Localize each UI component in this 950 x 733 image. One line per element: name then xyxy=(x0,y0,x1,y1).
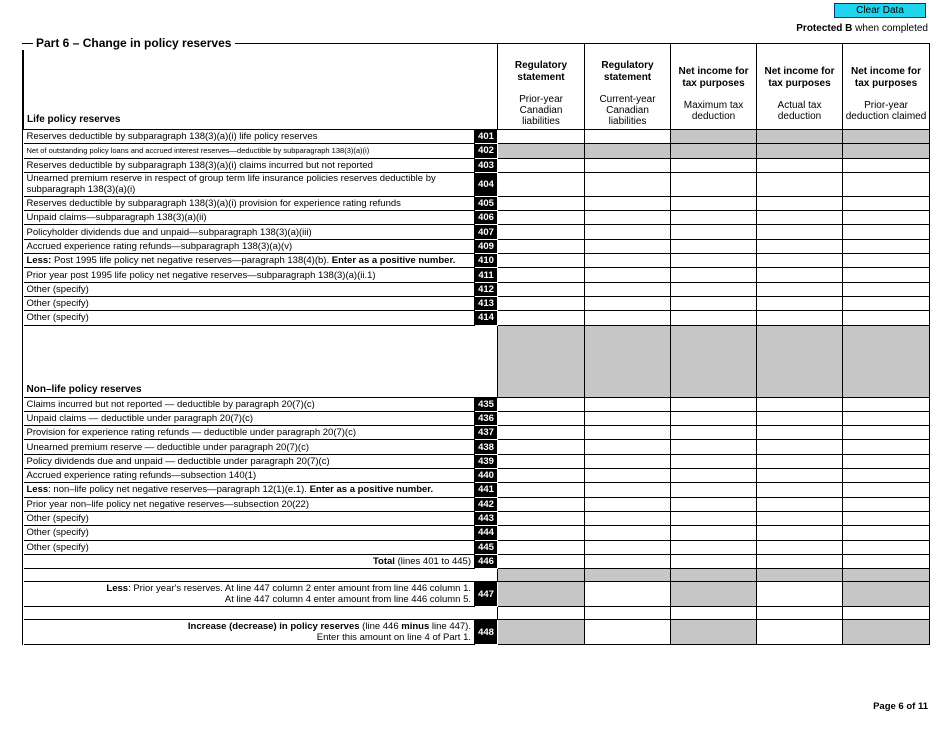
line-number-404: 404 xyxy=(475,172,498,196)
line-445-col-4-field[interactable] xyxy=(757,540,843,554)
form-row-443 xyxy=(24,511,930,525)
nonlife-heading-row xyxy=(24,325,930,397)
form-row-404 xyxy=(24,172,930,196)
line-441-col-2-field[interactable] xyxy=(585,483,671,497)
line-401-col-1-field[interactable] xyxy=(498,130,585,144)
line-411-label: Prior year post 1995 life policy net negative reserves—subparagraph 138(3)(a)(ii.1) xyxy=(24,268,475,282)
line-414-col-3-field[interactable] xyxy=(671,311,757,325)
line-446-col-5-field[interactable] xyxy=(843,554,930,568)
form-row-405 xyxy=(24,196,930,210)
line-437-col-5-field[interactable] xyxy=(843,426,930,440)
line-413-col-2-field[interactable] xyxy=(585,296,671,310)
line-442-col-3-field[interactable] xyxy=(671,497,757,511)
line-444-col-3-field[interactable] xyxy=(671,526,757,540)
line-444-label: Other (specify) xyxy=(24,526,475,540)
line-436-col-1-field[interactable] xyxy=(498,411,585,425)
line-437-col-1-field[interactable] xyxy=(498,426,585,440)
line-436-col-5-field[interactable] xyxy=(843,411,930,425)
line-404-col-3-field[interactable] xyxy=(671,172,757,196)
line-447-col-4-field[interactable] xyxy=(757,582,843,607)
part-title: Part 6 – Change in policy reserves xyxy=(22,36,235,50)
line-number-443: 443 xyxy=(475,511,498,525)
page-number: Page 6 of 11 xyxy=(873,701,928,712)
line-number-402: 402 xyxy=(475,144,498,158)
line-439-col-5-field[interactable] xyxy=(843,454,930,468)
line-409-label: Accrued experience rating refunds—subparagraph 138(3)(a)(v) xyxy=(24,239,475,253)
line-404-col-4-field[interactable] xyxy=(757,172,843,196)
form-row-446 xyxy=(24,554,930,568)
line-number-401: 401 xyxy=(475,130,498,144)
line-406-col-2-field[interactable] xyxy=(585,211,671,225)
column-3-header: Net income for tax purposes Maximum tax deduction xyxy=(671,44,757,130)
line-403-col-4-field[interactable] xyxy=(757,158,843,172)
line-439-col-3-field[interactable] xyxy=(671,454,757,468)
line-445-col-1-field[interactable] xyxy=(498,540,585,554)
line-number-403: 403 xyxy=(475,158,498,172)
line-number-407: 407 xyxy=(475,225,498,239)
line-number-406: 406 xyxy=(475,211,498,225)
form-row-410 xyxy=(24,254,930,268)
gap-row-2-col-5 xyxy=(843,607,930,620)
line-407-col-1-field[interactable] xyxy=(498,225,585,239)
line-437-col-3-field[interactable] xyxy=(671,426,757,440)
line-443-col-2-field[interactable] xyxy=(585,511,671,525)
form-row-439 xyxy=(24,454,930,468)
line-404-col-2-field[interactable] xyxy=(585,172,671,196)
line-414-col-5-field[interactable] xyxy=(843,311,930,325)
line-437-col-2-field[interactable] xyxy=(585,426,671,440)
line-410-label: Less: Post 1995 life policy net negative reserves—paragraph 138(4)(b). Enter as a positive number. xyxy=(24,254,475,268)
protected-b-notice: Protected B when completed xyxy=(796,23,928,34)
line-440-col-2-field[interactable] xyxy=(585,469,671,483)
line-409-col-4-field[interactable] xyxy=(757,239,843,253)
line-number-440: 440 xyxy=(475,469,498,483)
line-405-col-2-field[interactable] xyxy=(585,196,671,210)
line-439-col-2-field[interactable] xyxy=(585,454,671,468)
line-435-col-4-field[interactable] xyxy=(757,397,843,411)
line-411-col-2-field[interactable] xyxy=(585,268,671,282)
line-406-col-3-field[interactable] xyxy=(671,211,757,225)
line-443-col-5-field[interactable] xyxy=(843,511,930,525)
form-row-401 xyxy=(24,130,930,144)
column-5-header: Net income for tax purposes Prior-year deduction claimed xyxy=(843,44,930,130)
line-407-col-5-field[interactable] xyxy=(843,225,930,239)
line-401-col-4-field xyxy=(757,130,843,144)
line-444-col-5-field[interactable] xyxy=(843,526,930,540)
line-407-label: Policyholder dividends due and unpaid—subparagraph 138(3)(a)(iii) xyxy=(24,225,475,239)
line-440-col-4-field[interactable] xyxy=(757,469,843,483)
less_prior-label: Less: Prior year's reserves. At line 447 column 2 enter amount from line 446 column 1. At line 447 column 4 enter amount from line 446 column 5. xyxy=(24,582,475,607)
line-440-col-3-field[interactable] xyxy=(671,469,757,483)
line-414-col-2-field[interactable] xyxy=(585,311,671,325)
line-444-col-4-field[interactable] xyxy=(757,526,843,540)
line-406-col-5-field[interactable] xyxy=(843,211,930,225)
form-row-412 xyxy=(24,282,930,296)
form-row-441 xyxy=(24,483,930,497)
form-row-407 xyxy=(24,225,930,239)
line-444-col-2-field[interactable] xyxy=(585,526,671,540)
line-410-col-1-field[interactable] xyxy=(498,254,585,268)
line-448-col-2-field[interactable] xyxy=(585,620,671,645)
line-407-col-3-field[interactable] xyxy=(671,225,757,239)
line-448-col-5-field xyxy=(843,620,930,645)
column-1-header: Regulatory statement Prior-year Canadian liabilities xyxy=(498,44,585,130)
line-number-412: 412 xyxy=(475,282,498,296)
line-441-label: Less: non–life policy net negative reserves—paragraph 12(1)(e.1). Enter as a positive number. xyxy=(24,483,475,497)
line-436-col-4-field[interactable] xyxy=(757,411,843,425)
line-438-col-5-field[interactable] xyxy=(843,440,930,454)
line-412-label: Other (specify) xyxy=(24,282,475,296)
line-436-col-2-field[interactable] xyxy=(585,411,671,425)
nonlife-section-heading: Non–life policy reserves xyxy=(26,383,142,395)
form-row-445 xyxy=(24,540,930,554)
line-441-col-5-field[interactable] xyxy=(843,483,930,497)
line-443-col-4-field[interactable] xyxy=(757,511,843,525)
form-row-414 xyxy=(24,311,930,325)
line-437-label: Provision for experience rating refunds — deductible under paragraph 20(7)(c) xyxy=(24,426,475,440)
line-number-445: 445 xyxy=(475,540,498,554)
form-row-448 xyxy=(24,620,930,645)
line-number-414: 414 xyxy=(475,311,498,325)
spacer-col-1 xyxy=(498,325,585,397)
line-435-col-3-field[interactable] xyxy=(671,397,757,411)
line-403-col-1-field[interactable] xyxy=(498,158,585,172)
line-441-col-4-field[interactable] xyxy=(757,483,843,497)
line-445-col-3-field[interactable] xyxy=(671,540,757,554)
line-403-col-5-field[interactable] xyxy=(843,158,930,172)
gap-row-1-col-2 xyxy=(585,569,671,582)
line-445-col-2-field[interactable] xyxy=(585,540,671,554)
form-row-444 xyxy=(24,526,930,540)
line-410-col-4-field[interactable] xyxy=(757,254,843,268)
line-447-col-2-field[interactable] xyxy=(585,582,671,607)
line-413-col-5-field[interactable] xyxy=(843,296,930,310)
gap-row-1-col-1 xyxy=(498,569,585,582)
line-412-col-4-field[interactable] xyxy=(757,282,843,296)
line-413-col-4-field[interactable] xyxy=(757,296,843,310)
line-407-col-4-field[interactable] xyxy=(757,225,843,239)
line-404-label: Unearned premium reserve in respect of group term life insurance policies reserves deductible by subparagraph 138(3)(a)(i) xyxy=(24,172,475,196)
increase-label: Increase (decrease) in policy reserves (line 446 minus line 447). Enter this amount on line 4 of Part 1. xyxy=(24,620,475,645)
line-number-442: 442 xyxy=(475,497,498,511)
form-row-409 xyxy=(24,239,930,253)
line-409-col-1-field[interactable] xyxy=(498,239,585,253)
line-401-col-3-field xyxy=(671,130,757,144)
line-402-col-5-field xyxy=(843,144,930,158)
line-number-409: 409 xyxy=(475,239,498,253)
line-411-col-4-field[interactable] xyxy=(757,268,843,282)
line-446-col-3-field[interactable] xyxy=(671,554,757,568)
line-442-col-2-field[interactable] xyxy=(585,497,671,511)
line-406-label: Unpaid claims—subparagraph 138(3)(a)(ii) xyxy=(24,211,475,225)
line-445-label: Other (specify) xyxy=(24,540,475,554)
line-number-448: 448 xyxy=(475,620,498,645)
gap-row-2-col-2 xyxy=(585,607,671,620)
line-405-col-4-field[interactable] xyxy=(757,196,843,210)
line-405-col-1-field[interactable] xyxy=(498,196,585,210)
line-446-col-4-field[interactable] xyxy=(757,554,843,568)
line-number-411: 411 xyxy=(475,268,498,282)
line-403-col-3-field[interactable] xyxy=(671,158,757,172)
line-402-col-3-field xyxy=(671,144,757,158)
line-402-col-2-field xyxy=(585,144,671,158)
line-441-col-1-field[interactable] xyxy=(498,483,585,497)
line-401-col-5-field xyxy=(843,130,930,144)
line-409-col-5-field[interactable] xyxy=(843,239,930,253)
line-448-col-3-field xyxy=(671,620,757,645)
form-row-438 xyxy=(24,440,930,454)
line-412-col-3-field[interactable] xyxy=(671,282,757,296)
line-441-col-3-field[interactable] xyxy=(671,483,757,497)
line-435-col-2-field[interactable] xyxy=(585,397,671,411)
line-412-col-5-field[interactable] xyxy=(843,282,930,296)
line-442-col-1-field[interactable] xyxy=(498,497,585,511)
line-447-col-1-field xyxy=(498,582,585,607)
gap-row-1 xyxy=(24,569,930,582)
line-442-col-5-field[interactable] xyxy=(843,497,930,511)
line-437-col-4-field[interactable] xyxy=(757,426,843,440)
line-414-label: Other (specify) xyxy=(24,311,475,325)
line-402-col-4-field xyxy=(757,144,843,158)
line-447-col-3-field xyxy=(671,582,757,607)
line-405-col-5-field[interactable] xyxy=(843,196,930,210)
spacer-col-5 xyxy=(843,325,930,397)
line-438-label: Unearned premium reserve — deductible under paragraph 20(7)(c) xyxy=(24,440,475,454)
line-410-col-2-field[interactable] xyxy=(585,254,671,268)
line-439-label: Policy dividends due and unpaid — deductible under paragraph 20(7)(c) xyxy=(24,454,475,468)
gap-row-2 xyxy=(24,607,930,620)
line-number-405: 405 xyxy=(475,196,498,210)
line-403-col-2-field[interactable] xyxy=(585,158,671,172)
line-407-col-2-field[interactable] xyxy=(585,225,671,239)
line-414-col-1-field[interactable] xyxy=(498,311,585,325)
form-row-413 xyxy=(24,296,930,310)
line-412-col-1-field[interactable] xyxy=(498,282,585,296)
line-443-col-1-field[interactable] xyxy=(498,511,585,525)
line-446-col-2-field[interactable] xyxy=(585,554,671,568)
line-number-437: 437 xyxy=(475,426,498,440)
line-438-col-1-field[interactable] xyxy=(498,440,585,454)
line-402-label: Net of outstanding policy loans and accrued interest reserves—deductible by subparagraph 138(3)(a)(i) xyxy=(24,144,475,158)
form-row-411 xyxy=(24,268,930,282)
gap-row-1-col-3 xyxy=(671,569,757,582)
line-442-label: Prior year non–life policy net negative reserves—subsection 20(22) xyxy=(24,497,475,511)
line-409-col-2-field[interactable] xyxy=(585,239,671,253)
line-411-col-3-field[interactable] xyxy=(671,268,757,282)
line-440-col-5-field[interactable] xyxy=(843,469,930,483)
total-label: Total (lines 401 to 445) xyxy=(24,554,475,568)
line-406-col-4-field[interactable] xyxy=(757,211,843,225)
gap-row-2-col-1 xyxy=(498,607,585,620)
line-414-col-4-field[interactable] xyxy=(757,311,843,325)
form-row-442 xyxy=(24,497,930,511)
line-402-col-1-field xyxy=(498,144,585,158)
line-435-col-5-field[interactable] xyxy=(843,397,930,411)
form-row-437 xyxy=(24,426,930,440)
line-445-col-5-field[interactable] xyxy=(843,540,930,554)
line-number-410: 410 xyxy=(475,254,498,268)
column-4-header: Net income for tax purposes Actual tax deduction xyxy=(757,44,843,130)
form-row-447 xyxy=(24,582,930,607)
line-442-col-4-field[interactable] xyxy=(757,497,843,511)
line-410-col-5-field[interactable] xyxy=(843,254,930,268)
line-443-col-3-field[interactable] xyxy=(671,511,757,525)
line-number-438: 438 xyxy=(475,440,498,454)
form-row-436 xyxy=(24,411,930,425)
gap-row-2-col-3 xyxy=(671,607,757,620)
line-406-col-1-field[interactable] xyxy=(498,211,585,225)
line-number-435: 435 xyxy=(475,397,498,411)
line-448-col-1-field xyxy=(498,620,585,645)
line-438-col-2-field[interactable] xyxy=(585,440,671,454)
line-438-col-4-field[interactable] xyxy=(757,440,843,454)
gap-row-2-col-4 xyxy=(757,607,843,620)
line-440-col-1-field[interactable] xyxy=(498,469,585,483)
line-number-447: 447 xyxy=(475,582,498,607)
line-447-col-5-field xyxy=(843,582,930,607)
line-number-439: 439 xyxy=(475,454,498,468)
line-403-label: Reserves deductible by subparagraph 138(3)(a)(i) claims incurred but not reported xyxy=(24,158,475,172)
line-444-col-1-field[interactable] xyxy=(498,526,585,540)
line-401-label: Reserves deductible by subparagraph 138(3)(a)(i) life policy reserves xyxy=(24,130,475,144)
line-413-col-1-field[interactable] xyxy=(498,296,585,310)
form-row-402 xyxy=(24,144,930,158)
line-411-col-1-field[interactable] xyxy=(498,268,585,282)
line-410-col-3-field[interactable] xyxy=(671,254,757,268)
line-405-col-3-field[interactable] xyxy=(671,196,757,210)
line-439-col-4-field[interactable] xyxy=(757,454,843,468)
line-438-col-3-field[interactable] xyxy=(671,440,757,454)
line-436-label: Unpaid claims — deductible under paragraph 20(7)(c) xyxy=(24,411,475,425)
line-436-col-3-field[interactable] xyxy=(671,411,757,425)
line-448-col-4-field[interactable] xyxy=(757,620,843,645)
line-number-446: 446 xyxy=(475,554,498,568)
line-446-col-1-field[interactable] xyxy=(498,554,585,568)
line-409-col-3-field[interactable] xyxy=(671,239,757,253)
line-443-label: Other (specify) xyxy=(24,511,475,525)
line-440-label: Accrued experience rating refunds—subsection 140(1) xyxy=(24,469,475,483)
spacer-col-2 xyxy=(585,325,671,397)
column-2-header: Regulatory statement Current-year Canadian liabilities xyxy=(585,44,671,130)
life-section-heading: Life policy reserves xyxy=(27,114,121,125)
gap-row-1-col-4 xyxy=(757,569,843,582)
spacer-col-3 xyxy=(671,325,757,397)
form-row-403 xyxy=(24,158,930,172)
line-411-col-5-field[interactable] xyxy=(843,268,930,282)
spacer-col-4 xyxy=(757,325,843,397)
line-439-col-1-field[interactable] xyxy=(498,454,585,468)
reserves-form xyxy=(22,43,929,645)
line-413-label: Other (specify) xyxy=(24,296,475,310)
line-number-413: 413 xyxy=(475,296,498,310)
line-405-label: Reserves deductible by subparagraph 138(3)(a)(i) provision for experience rating refunds xyxy=(24,196,475,210)
line-404-col-1-field[interactable] xyxy=(498,172,585,196)
line-435-col-1-field[interactable] xyxy=(498,397,585,411)
line-412-col-2-field[interactable] xyxy=(585,282,671,296)
form-row-406 xyxy=(24,211,930,225)
form-row-435 xyxy=(24,397,930,411)
line-435-label: Claims incurred but not reported — deductible by paragraph 20(7)(c) xyxy=(24,397,475,411)
gap-row-1-col-5 xyxy=(843,569,930,582)
line-404-col-5-field[interactable] xyxy=(843,172,930,196)
form-row-440 xyxy=(24,469,930,483)
clear-data-button[interactable]: Clear Data xyxy=(834,3,926,18)
line-number-444: 444 xyxy=(475,526,498,540)
line-number-441: 441 xyxy=(475,483,498,497)
line-401-col-2-field[interactable] xyxy=(585,130,671,144)
line-number-436: 436 xyxy=(475,411,498,425)
line-413-col-3-field[interactable] xyxy=(671,296,757,310)
